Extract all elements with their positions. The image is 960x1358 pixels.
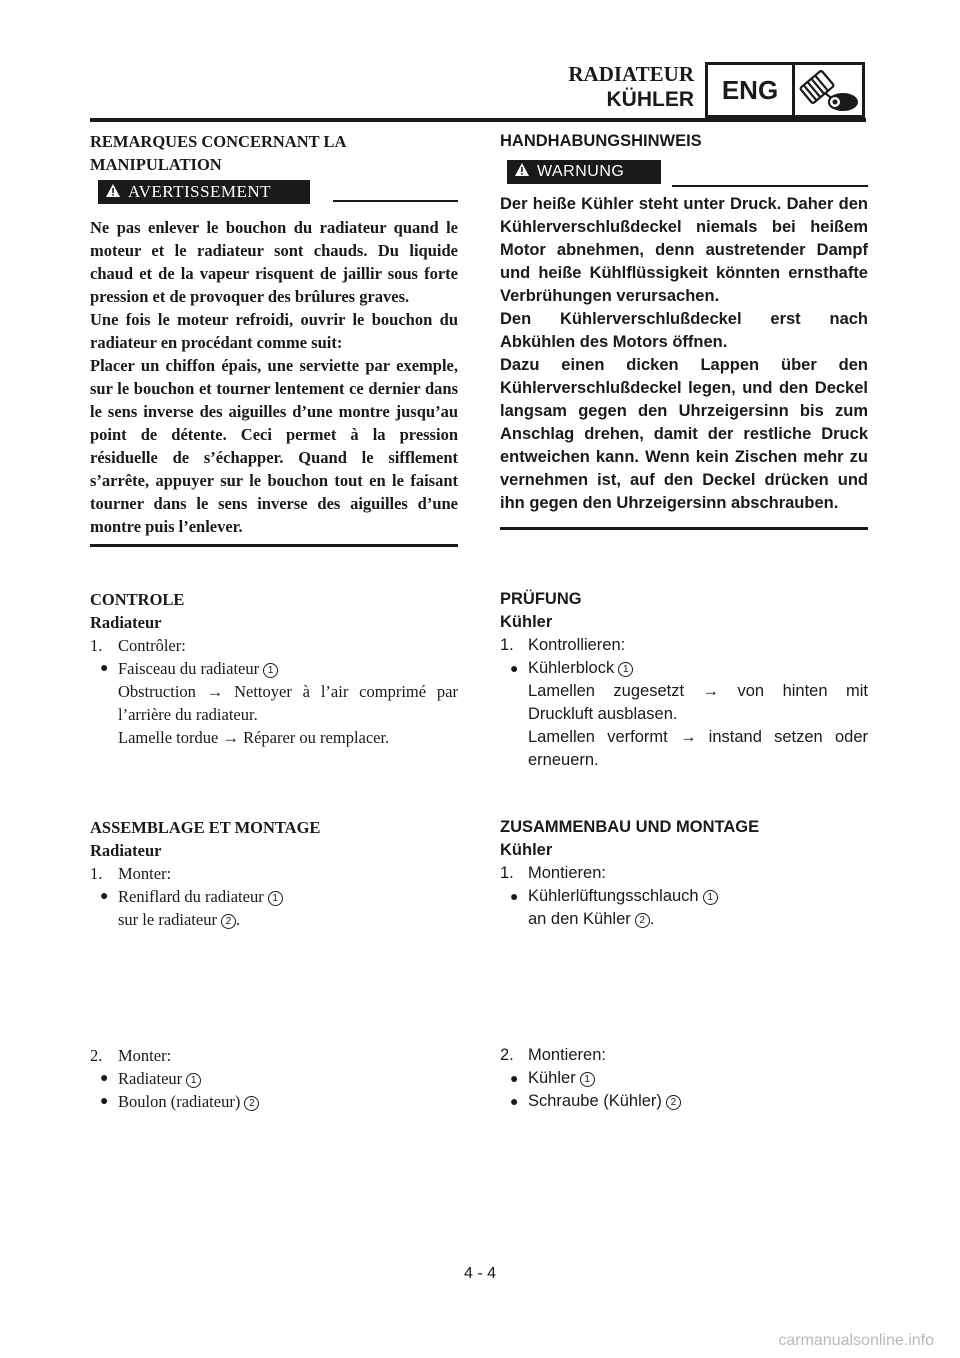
left-check-step: 1. Contrôler: (90, 636, 186, 655)
watermark: carmanualsonline.info (778, 1332, 934, 1349)
page-number: 4 - 4 (463, 1265, 496, 1282)
right-warning-text-3: Dazu einen dicken Lappen über den Kühlerverschlußdeckel legen, und den Deckel langsam gegen den Uhrzeigersinn bis zum Anschlag drehen, damit der restliche Druck entweichen kann. Wenn kein Zischen mehr zu vernehmen ist, auf den Deckel drücken und ihn gegen den Uhrzeigersinn abschrauben. (500, 356, 868, 512)
left-check-title: CONTROLE (90, 590, 185, 609)
left-warning-header (90, 180, 458, 210)
warning-triangle-icon (515, 163, 529, 181)
right-assembly-sub: Kühler (500, 841, 553, 859)
left-check-section (90, 588, 458, 749)
left-warning-badge (98, 180, 310, 204)
right-warning-text-2: Den Kühlerverschlußdeckel erst nach Abkühlen des Motors öffnen. (500, 310, 868, 351)
header-rule (90, 118, 866, 122)
left-check-item: ● Faisceau du radiateur 1 (90, 657, 458, 680)
right-step1-item: ● Kühlerlüftungsschlauch 1 (500, 885, 868, 908)
left-handling-title-1: REMARQUES CONCERNANT LA (90, 132, 347, 151)
right-step2: 2. Montieren: (500, 1046, 606, 1064)
left-assembly-section (90, 816, 458, 931)
right-step2-section (500, 1044, 868, 1113)
left-step1-item: ● Reniflard du radiateur 1 (90, 885, 458, 908)
left-handling-title-2: MANIPULATION (90, 155, 222, 174)
right-check-line-1: Lamellen zugesetzt → von hinten mit Druckluft ausblasen. (528, 682, 868, 723)
left-step1: 1. Monter: (90, 864, 172, 883)
right-check-sub: Kühler (500, 613, 553, 631)
left-warning-line (333, 200, 458, 202)
left-warning-label: AVERTISSEMENT (128, 182, 272, 201)
right-handling-title: HANDHABUNGSHINWEIS (500, 132, 702, 150)
right-step2-item-2: ● Schraube (Kühler) 2 (500, 1090, 868, 1113)
header-title-fr: RADIATEUR (568, 62, 694, 86)
right-warning-line (672, 185, 868, 187)
right-step1: 1. Montieren: (500, 864, 606, 882)
right-check-item: ● Kühlerblock 1 (500, 657, 868, 680)
right-assembly-section (500, 816, 868, 931)
left-step2-item-2: ● Boulon (radiateur) 2 (90, 1090, 458, 1113)
right-check-step: 1. Kontrollieren: (500, 636, 626, 654)
left-check-sub: Radiateur (90, 613, 162, 632)
right-check-title: PRÜFUNG (500, 590, 582, 608)
left-warning-text-1: Ne pas enlever le bouchon du radiateur quand le moteur et le radiateur sont chauds. Du liquide chaud et de la vapeur risquent de jaillir sous forte pression et de provoquer des brûlures graves. (90, 218, 458, 306)
right-step1-line: an den Kühler 2 . (528, 910, 655, 928)
warning-triangle-icon (106, 182, 120, 202)
right-warning-label: WARNUNG (537, 163, 625, 180)
left-handling-section (90, 130, 458, 547)
header-title-de: KÜHLER (606, 88, 694, 111)
left-step1-line: sur le radiateur 2 . (118, 910, 241, 929)
engine-piston-icon (795, 65, 862, 115)
right-warning-end-rule (500, 527, 868, 530)
section-label: ENG (708, 65, 795, 115)
right-step2-item-1: ● Kühler 1 (500, 1067, 868, 1090)
left-step2: 2. Monter: (90, 1046, 172, 1065)
left-warning-end-rule (90, 544, 458, 547)
left-check-line-1: Obstruction → Nettoyer à l’air comprimé par l’arrière du radiateur. (118, 682, 458, 724)
right-warning-header (500, 160, 868, 190)
right-handling-section (500, 130, 868, 530)
left-warning-text-3: Placer un chiffon épais, une serviette par exemple, sur le bouchon et tourner lentement ce dernier dans le sens inverse des aiguilles d’une montre jusqu’au point de détente. Ceci permet à la pression résiduelle de s’échapper. Quand le sifflement s’arrête, appuyer sur le bouchon tout en le faisant tourner dans le sens inverse des aiguilles d’une montre puis l’enlever. (90, 356, 458, 536)
left-step2-item-1: ● Radiateur 1 (90, 1067, 458, 1090)
right-check-line-2: Lamellen verformt → instand setzen oder erneuern. (528, 728, 868, 769)
left-assembly-sub: Radiateur (90, 841, 162, 860)
right-warning-badge (507, 160, 661, 184)
right-check-section (500, 588, 868, 772)
left-warning-text-2: Une fois le moteur refroidi, ouvrir le bouchon du radiateur en procédant comme suit: (90, 310, 458, 352)
right-warning-text-1: Der heiße Kühler steht unter Druck. Daher den Kühlerverschlußdeckel niemals bei heißem Motor abnehmen, denn austretender Dampf und heiße Kühlflüssigkeit könnten ernsthafte Verbrühungen verursachen. (500, 195, 868, 305)
section-tab (705, 62, 865, 118)
left-assembly-title: ASSEMBLAGE ET MONTAGE (90, 818, 321, 837)
left-check-line-2: Lamelle tordue → Réparer ou remplacer. (118, 728, 390, 747)
left-step2-section (90, 1044, 458, 1113)
right-assembly-title: ZUSAMMENBAU UND MONTAGE (500, 818, 760, 836)
